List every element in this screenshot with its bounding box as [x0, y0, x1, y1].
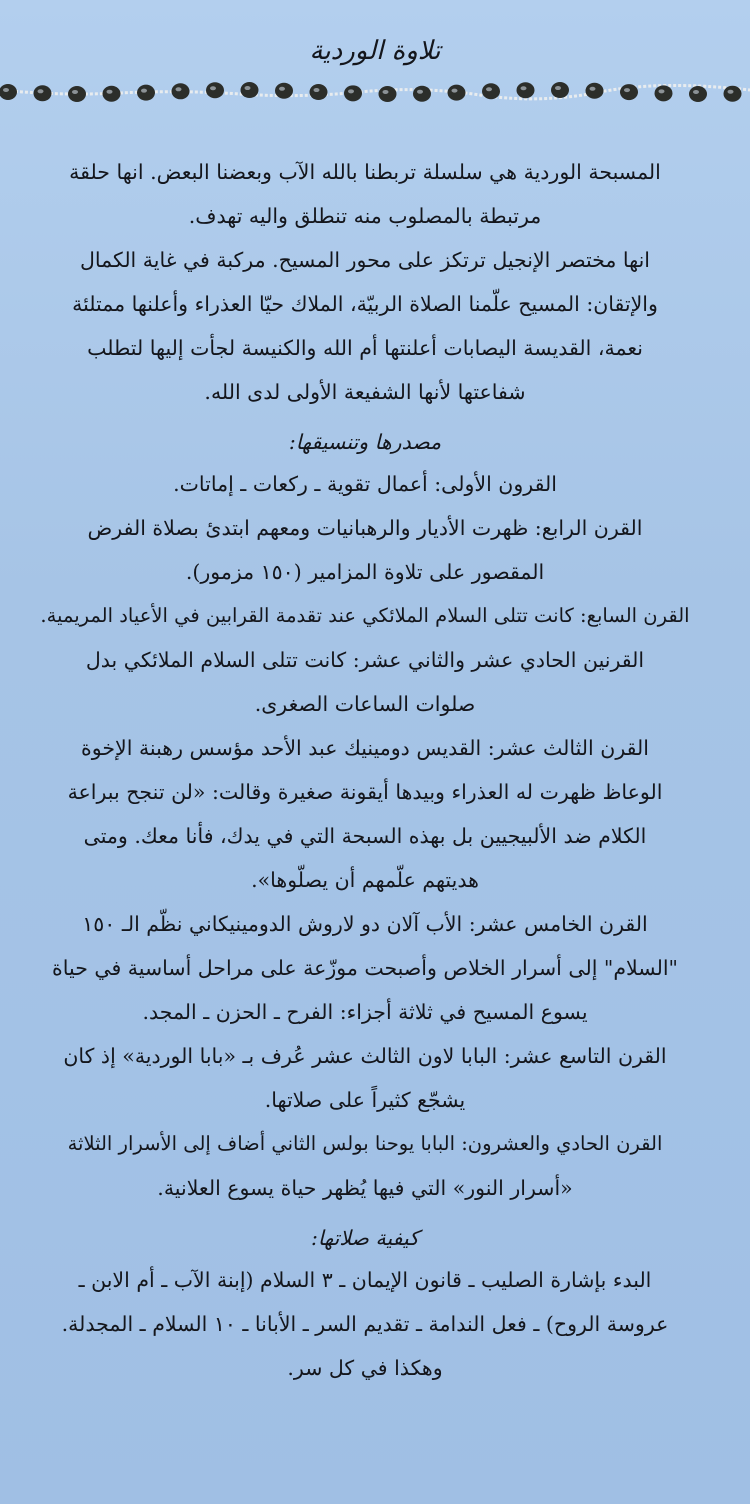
- rosary-bead: [310, 84, 328, 100]
- rosary-bead: [448, 85, 466, 101]
- rosary-bead: [68, 86, 86, 102]
- rosary-bead: [620, 84, 638, 100]
- rosary-bead: [517, 82, 535, 98]
- rosary-bead-highlight: [348, 89, 354, 93]
- rosary-bead-highlight: [176, 87, 182, 91]
- line-01: المسبحة الوردية هي سلسلة تربطنا بالله الآب وبعضنا البعض. انها حلقة: [69, 160, 661, 184]
- line-20: يسوع المسيح في ثلاثة أجزاء: الفرح ـ الحزن ـ المجد.: [142, 1000, 588, 1024]
- section-heading-origin: مصدرها وتنسيقها:: [288, 430, 442, 454]
- line-12: القرنين الحادي عشر والثاني عشر: كانت تتلى السلام الملائكي بدل: [85, 648, 645, 672]
- rosary-bead-highlight: [72, 90, 78, 94]
- line-02: مرتبطة بالمصلوب منه تنطلق واليه تهدف.: [188, 204, 542, 228]
- rosary-bead-highlight: [3, 88, 9, 92]
- rosary-bead-chain-decoration: [0, 76, 750, 110]
- rosary-bead: [103, 86, 121, 102]
- section-heading-how-to-pray: كيفية صلاتها:: [311, 1226, 419, 1250]
- rosary-bead-highlight: [486, 87, 492, 91]
- rosary-bead: [655, 85, 673, 101]
- line-15: الوعاظ ظهرت له العذراء وبيدها أيقونة صغيرة وقالت: «لن تنجح ببراعة: [67, 780, 663, 804]
- line-09: القرن الرابع: ظهرت الأديار والرهبانيات ومعهم ابتدئ بصلاة الفرض: [87, 516, 643, 540]
- rosary-bead: [689, 86, 707, 102]
- line-13: صلوات الساعات الصغرى.: [254, 692, 476, 716]
- rosary-bead-highlight: [314, 88, 320, 92]
- line-17: هديتهم علّمهم أن يصلّوها».: [251, 868, 479, 892]
- line-06: شفاعتها لأنها الشفيعة الأولى لدى الله.: [204, 380, 526, 404]
- rosary-bead: [275, 83, 293, 99]
- line-10: المقصور على تلاوة المزامير (١٥٠ مزمور).: [185, 560, 545, 584]
- rosary-bead-highlight: [521, 86, 527, 90]
- line-11: القرن السابع: كانت تتلى السلام الملائكي عند تقدمة القرابين في الأعياد المريمية.: [40, 604, 690, 627]
- rosary-bead-highlight: [210, 86, 216, 90]
- rosary-bead: [172, 83, 190, 99]
- rosary-bead-highlight: [38, 89, 44, 93]
- line-03: انها مختصر الإنجيل ترتكز على محور المسيح. مركبة في غاية الكمال: [80, 248, 650, 272]
- rosary-bead: [34, 85, 52, 101]
- line-19: "السلام" إلى أسرار الخلاص وأصبحت موزّعة على مراحل أساسية في حياة: [52, 956, 678, 980]
- rosary-bead: [724, 86, 742, 102]
- line-22: يشجّع كثيراً على صلاتها.: [264, 1088, 466, 1112]
- rosary-bead-highlight: [107, 90, 113, 94]
- rosary-bead: [482, 83, 500, 99]
- rosary-bead: [0, 84, 17, 100]
- rosary-bead-highlight: [728, 90, 734, 94]
- rosary-bead: [586, 83, 604, 99]
- line-23: القرن الحادي والعشرون: البابا يوحنا بولس الثاني أضاف إلى الأسرار الثلاثة: [67, 1132, 663, 1155]
- line-21: القرن التاسع عشر: البابا لاون الثالث عشر عُرف بـ «بابا الوردية» إذ كان: [63, 1044, 667, 1068]
- rosary-bead-highlight: [417, 90, 423, 94]
- rosary-bead-highlight: [279, 87, 285, 91]
- rosary-bead-highlight: [624, 88, 630, 92]
- line-18: القرن الخامس عشر: الأب آلان دو لاروش الدومينيكاني نظّم الـ ١٥٠: [82, 912, 648, 936]
- line-16: الكلام ضد الألبيجيين بل بهذه السبحة التي في يدك، فأنا معك. ومتى: [83, 824, 647, 848]
- rosary-bead: [137, 85, 155, 101]
- rosary-bead-highlight: [555, 86, 561, 90]
- line-24: «أسرار النور» التي فيها يُظهر حياة يسوع العلانية.: [157, 1176, 573, 1200]
- line-28: وهكذا في كل سر.: [287, 1356, 443, 1380]
- line-04: والإتقان: المسيح علّمنا الصلاة الربيّة، الملاك حيّا العذراء وأعلنها ممتلئة: [72, 292, 658, 316]
- rosary-bead-highlight: [383, 90, 389, 94]
- line-27: عروسة الروح) ـ فعل الندامة ـ تقديم السر ـ الأبانا ـ ١٠ السلام ـ المجدلة.: [61, 1312, 669, 1336]
- rosary-bead: [413, 86, 431, 102]
- line-05: نعمة، القديسة اليصابات أعلنتها أم الله والكنيسة لجأت إليها لتطلب: [87, 336, 643, 360]
- rosary-bead-highlight: [245, 86, 251, 90]
- rosary-bead-highlight: [141, 89, 147, 93]
- document-body: [40, 150, 690, 1390]
- page-title: تلاوة الوردية: [309, 36, 441, 66]
- rosary-bead-highlight: [452, 89, 458, 93]
- rosary-bead-highlight: [693, 90, 699, 94]
- line-14: القرن الثالث عشر: القديس دومينيك عبد الأحد مؤسس رهبنة الإخوة: [81, 736, 649, 760]
- rosary-bead: [241, 82, 259, 98]
- line-26: البدء بإشارة الصليب ـ قانون الإيمان ـ ٣ السلام (إبنة الآب ـ أم الابن ـ: [78, 1268, 652, 1292]
- line-08: القرون الأولى: أعمال تقوية ـ ركعات ـ إماتات.: [173, 472, 557, 496]
- rosary-bead: [206, 82, 224, 98]
- rosary-bead-highlight: [590, 87, 596, 91]
- rosary-bead: [344, 85, 362, 101]
- rosary-bead: [379, 86, 397, 102]
- rosary-bead: [551, 82, 569, 98]
- rosary-bead-highlight: [659, 89, 665, 93]
